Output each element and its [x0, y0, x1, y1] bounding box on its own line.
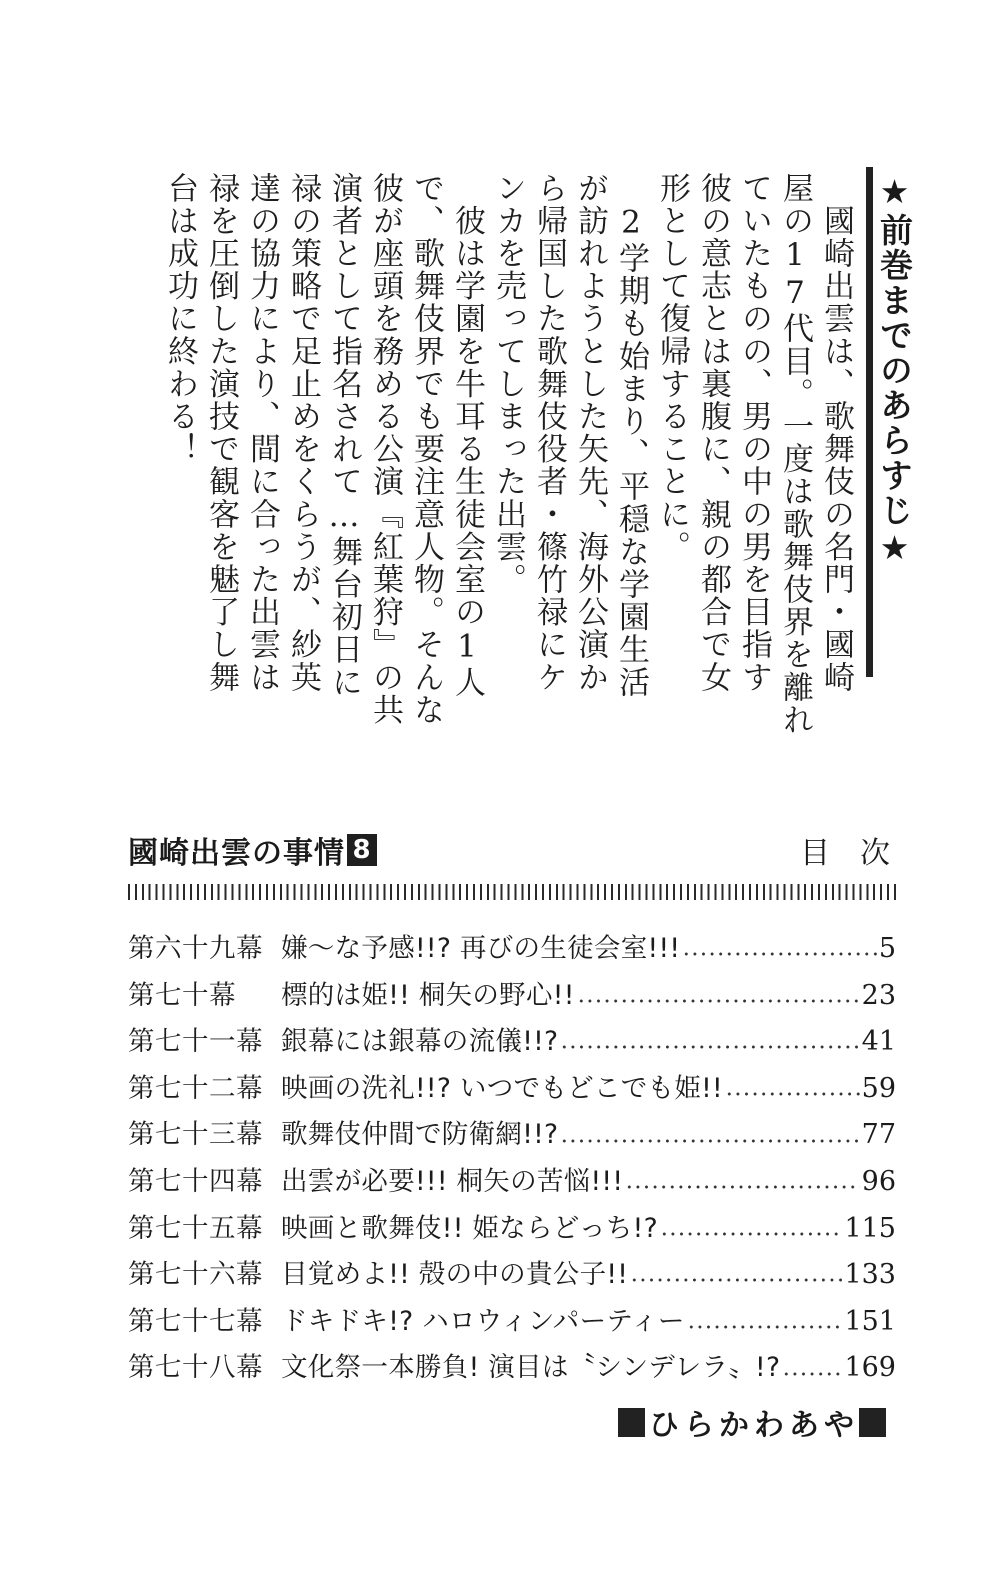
toc-chapter-title: 標的は姫!! 桐矢の野心!! [281, 979, 575, 1011]
toc-page-number: 23 [861, 979, 896, 1011]
toc-leader-dots [560, 1139, 859, 1143]
toc-entry[interactable] [128, 973, 896, 1020]
toc-leader-dots [625, 1185, 859, 1189]
toc-chapter-title: 映画の洗礼!!? いつでもどこでも姫!! [281, 1072, 723, 1104]
toc-chapter-title: 銀幕には銀幕の流儀!!? [281, 1026, 559, 1058]
synopsis-header: ★前巻までのあらすじ★ [875, 172, 914, 569]
toc-chapter-title: 歌舞伎仲間で防衛網!!? [281, 1119, 559, 1151]
author-credit [618, 1400, 886, 1444]
toc-act-number: 第七十七幕 [128, 1305, 263, 1337]
toc-chapter-title: 映画と歌舞伎!! 姫ならどっち!? [281, 1212, 658, 1244]
toc-chapter-title: ドキドキ!? ハロウィンパーティー [281, 1305, 685, 1337]
toc-page-number: 115 [844, 1212, 896, 1244]
toc-page-number: 41 [861, 1026, 896, 1058]
toc-act-number: 第七十五幕 [128, 1212, 263, 1244]
synopsis-line: 國崎出雲は、歌舞伎の名門・國崎 [818, 172, 854, 694]
toc-page-number: 151 [844, 1305, 896, 1337]
toc-leader-dots [630, 1278, 842, 1282]
toc-entry[interactable] [128, 1066, 896, 1113]
synopsis-divider-bar [866, 167, 873, 677]
synopsis-line: 形として復帰することに。 [654, 172, 690, 564]
toc-act-number: 第七十三幕 [128, 1119, 263, 1151]
synopsis-line: ら帰国した歌舞伎役者・篠竹禄にケ [531, 172, 567, 694]
toc-entry[interactable] [128, 1299, 896, 1346]
toc-act-number: 第七十四幕 [128, 1165, 263, 1197]
synopsis-section [0, 0, 1000, 737]
synopsis-line: 演者として指名されて…舞台初日に [326, 172, 362, 699]
synopsis-line: 彼が座頭を務める公演『紅葉狩』の共 [367, 172, 403, 727]
synopsis-line: 台は成功に終わる！ [162, 172, 198, 466]
toc-entry[interactable] [128, 926, 896, 973]
book-title-text: 國崎出雲の事情 [128, 836, 345, 871]
toc-list [128, 926, 896, 1392]
toc-act-number: 第七十二幕 [128, 1072, 263, 1104]
toc-entry[interactable] [128, 1206, 896, 1253]
book-title [128, 828, 377, 872]
toc-chapter-title: 目覚めよ!! 殻の中の貴公子!! [281, 1259, 629, 1291]
synopsis-line: 禄を圧倒した演技で観客を魅了し舞 [203, 172, 239, 694]
toc-entry[interactable] [128, 1112, 896, 1159]
synopsis-line: 2学期も始まり、平穏な学園生活 [613, 172, 649, 699]
toc-act-number: 第七十八幕 [128, 1352, 263, 1384]
author-name: ひらかわあや [649, 1408, 859, 1443]
toc-act-number: 第六十九幕 [128, 933, 263, 964]
toc-entry[interactable] [128, 1019, 896, 1066]
toc-page-number: 169 [844, 1352, 896, 1384]
toc-page-number: 5 [878, 933, 896, 964]
square-bullet-icon [859, 1408, 886, 1437]
synopsis-line: 達の協力により、間に合った出雲は [244, 172, 280, 694]
toc-entry[interactable] [128, 1159, 896, 1206]
toc-chapter-title: 出雲が必要!!! 桐矢の苦悩!!! [281, 1165, 624, 1197]
toc-leader-dots [687, 1325, 843, 1329]
toc-page-number: 77 [861, 1119, 896, 1151]
toc-leader-dots [725, 1092, 860, 1096]
synopsis-line: 禄の策略で足止めをくらうが、紗英 [285, 172, 321, 694]
toc-leader-dots [560, 1045, 859, 1049]
synopsis-line: 屋の17代目。一度は歌舞伎界を離れ [777, 172, 813, 737]
toc-ruler-divider [128, 884, 900, 900]
toc-chapter-title: 文化祭一本勝負! 演目は〝シンデレラ〟!? [281, 1352, 781, 1384]
synopsis-line: 彼は学園を牛耳る生徒会室の1人 [449, 172, 485, 699]
square-bullet-icon [618, 1408, 645, 1437]
toc-label: 目次 [800, 836, 920, 871]
synopsis-line: が訪れようとした矢先、海外公演か [572, 172, 608, 694]
toc-page-number: 133 [844, 1259, 896, 1291]
toc-page-number: 59 [861, 1072, 896, 1104]
toc-act-number: 第七十幕 [128, 979, 236, 1011]
synopsis-line: ていたものの、男の中の男を目指す [736, 172, 772, 694]
toc-act-number: 第七十六幕 [128, 1259, 263, 1291]
synopsis-line: 彼の意志とは裏腹に、親の都合で女 [695, 172, 731, 694]
toc-leader-dots [660, 1232, 843, 1236]
synopsis-line: ンカを売ってしまった出雲。 [490, 172, 526, 596]
toc-page-number: 96 [861, 1165, 896, 1197]
toc-entry[interactable] [128, 1345, 896, 1392]
synopsis-line: で、歌舞伎界でも要注意人物。そんな [408, 172, 444, 727]
toc-act-number: 第七十一幕 [128, 1026, 263, 1058]
toc-entry[interactable] [128, 1252, 896, 1299]
toc-leader-dots [782, 1372, 842, 1376]
volume-badge: 8 [347, 834, 377, 866]
toc-leader-dots [682, 952, 877, 956]
toc-leader-dots [577, 999, 860, 1003]
toc-chapter-title: 嫌〜な予感!!? 再びの生徒会室!!! [281, 933, 681, 964]
